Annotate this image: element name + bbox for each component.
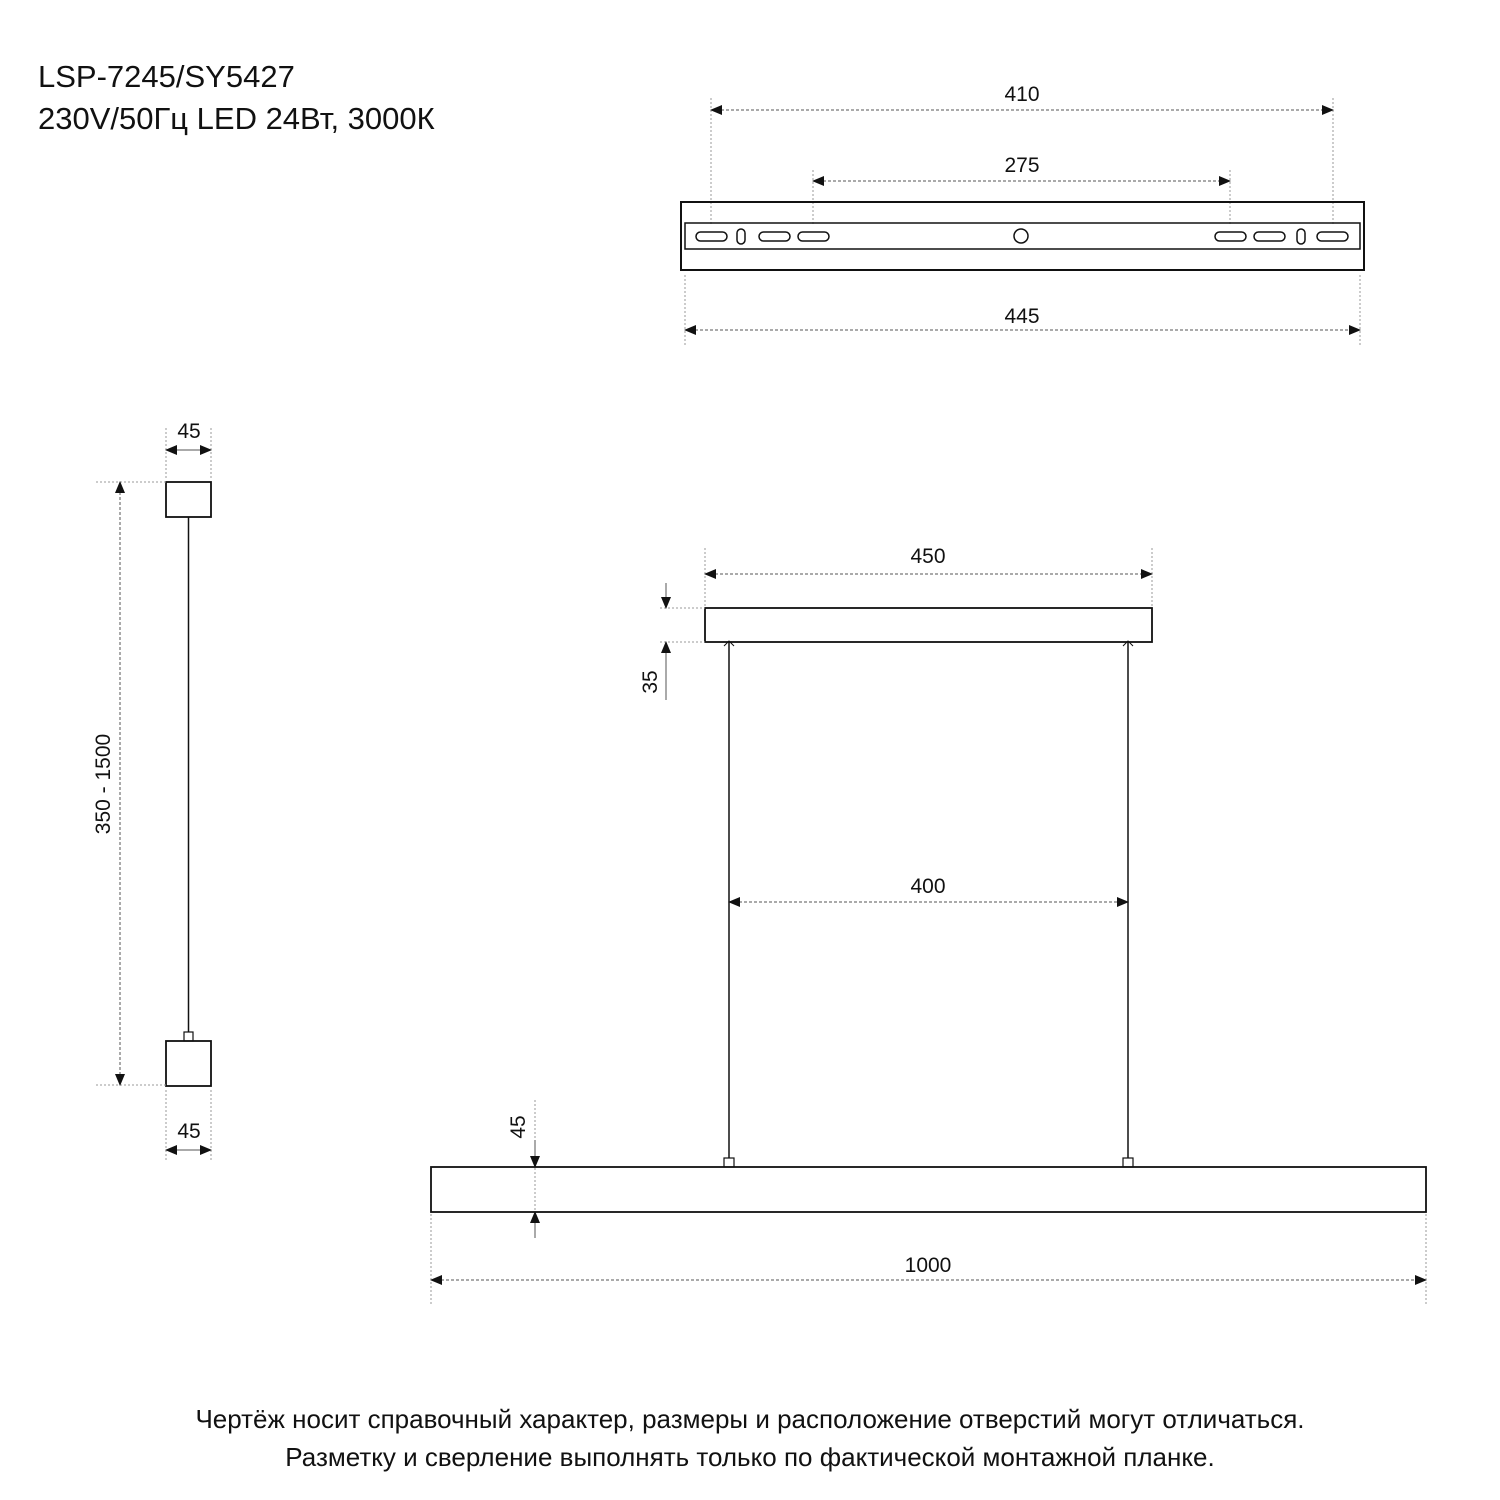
mounting-slot [1215,232,1246,241]
cable-clamp-left [724,1158,734,1167]
mounting-slot [759,232,790,241]
plate-outline [681,202,1364,270]
dimension-label-45-bottom: 45 [177,1120,201,1143]
footnote-line-2: Разметку и сверление выполнять только по фактической монтажной планке. [285,1442,1215,1472]
dimension-label-35: 35 [639,670,662,694]
spec-line: 230V/50Гц LED 24Вт, 3000К [38,101,435,136]
center-hole [1014,229,1028,243]
dimension-label-450: 450 [910,545,946,568]
footnote [0,1400,1500,1476]
dimension-label-445: 445 [1004,305,1040,328]
dimension-label-275: 275 [1004,154,1040,177]
front-view [431,545,1426,1305]
dimension-label-45-body: 45 [507,1115,530,1139]
model-title: LSP-7245/SY5427 [38,59,295,94]
mounting-slot [737,229,745,244]
dimension-label-45-top: 45 [177,420,201,443]
dimension-label-height: 350 - 1500 [92,733,115,835]
luminaire-body [431,1167,1426,1212]
plate-inner-channel [685,223,1360,249]
mounting-slot [798,232,829,241]
canopy-front [705,608,1152,642]
dimension-label-410: 410 [1004,83,1040,106]
mounting-plate-view [681,83,1364,345]
mounting-slot [1297,229,1305,244]
side-view [92,420,211,1162]
dimension-label-1000: 1000 [904,1254,952,1277]
mounting-slot [1317,232,1348,241]
luminaire-profile [166,1041,211,1086]
cable-clamp [184,1032,193,1041]
mounting-slot [1254,232,1285,241]
mounting-slot [696,232,727,241]
canopy-side [166,482,211,517]
cable-clamp-right [1123,1158,1133,1167]
dimension-label-400: 400 [910,875,946,898]
footnote-line-1: Чертёж носит справочный характер, размеры и расположение отверстий могут отличаться. [195,1404,1305,1434]
